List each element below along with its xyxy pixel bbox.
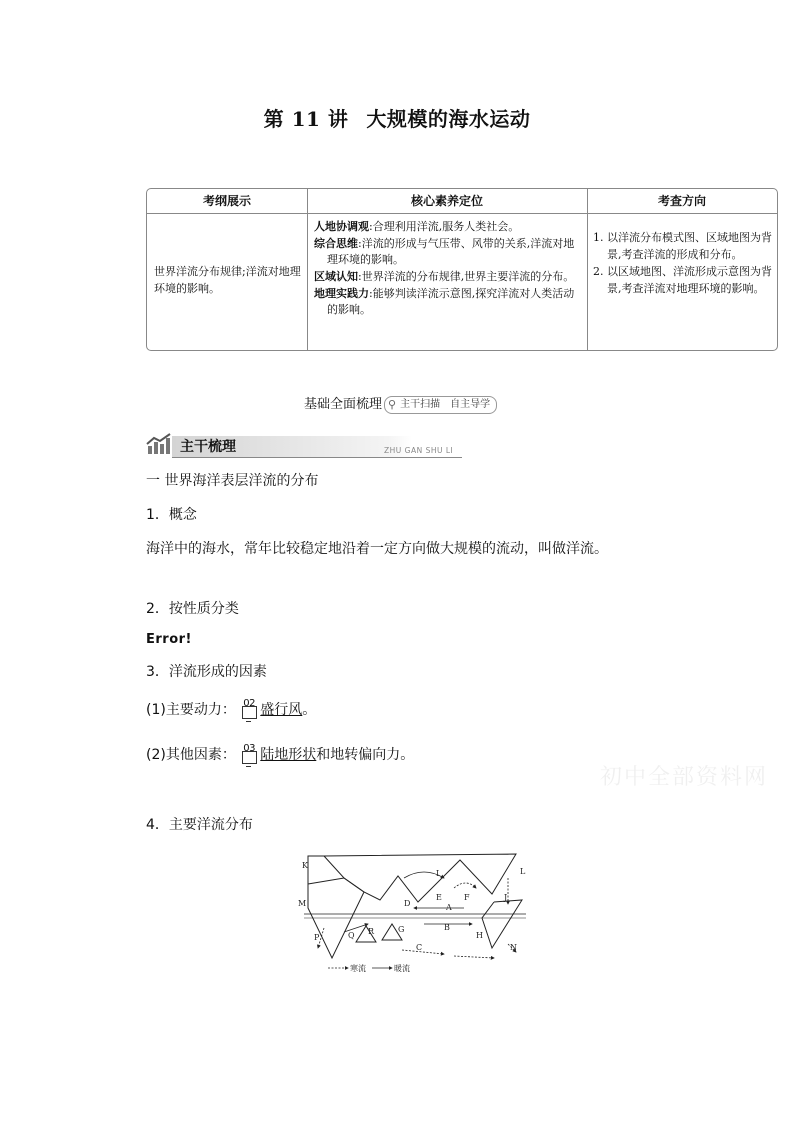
label-q: Q xyxy=(348,931,355,940)
sub-banner-title: 主干梳理 xyxy=(180,439,236,455)
section-banner xyxy=(304,395,497,415)
direction-item: 1. 以洋流分布模式图、区域地图为背景,考查洋流的形成和分布。 xyxy=(593,231,772,261)
label-i: I xyxy=(436,869,440,878)
factor-other: (2)其他因素： 03 陆地形状和地转偏向力。 xyxy=(146,745,414,765)
literacy-list xyxy=(314,219,582,319)
label-b: B xyxy=(444,923,450,932)
label-r: R xyxy=(368,927,375,936)
direction-list xyxy=(593,229,773,297)
legend-warm-current: 暖流 xyxy=(394,964,410,973)
label-k: K xyxy=(302,861,308,870)
sub-banner-pinyin: ZHU GAN SHU LI xyxy=(384,446,454,455)
label-e: E xyxy=(436,893,442,902)
label-j: J xyxy=(504,893,508,902)
page-title xyxy=(0,103,794,132)
legend-cold-current: 寒流 xyxy=(350,964,366,973)
table-header-literacy: 核心素养定位 xyxy=(410,194,483,208)
label-f: F xyxy=(464,893,470,902)
label-g: G xyxy=(398,925,405,934)
label-m: M xyxy=(298,899,307,908)
label-d: D xyxy=(404,899,411,908)
label-p: P xyxy=(314,933,320,942)
blank-marker-icon: 02 xyxy=(240,700,258,718)
literacy-item: 地理实践力:能够判读洋流示意图,探究洋流对人类活动的影响。 xyxy=(314,287,575,316)
blank-marker-icon: 03 xyxy=(240,745,258,763)
syllabus-text: 世界洋流分布规律;洋流对地理环境的影响。 xyxy=(154,265,301,295)
label-c: C xyxy=(416,943,423,952)
direction-item: 2. 以区域地图、洋流形成示意图为背景,考查洋流对地理环境的影响。 xyxy=(593,265,772,295)
magnifier-icon: ⚲ xyxy=(388,398,397,411)
lesson-title: 大规模的海水运动 xyxy=(366,107,531,131)
literacy-item: 区域认知:世界洋流的分布规律,世界主要洋流的分布。 xyxy=(314,270,575,283)
section-banner-pill: ⚲ 主干扫描 自主导学 xyxy=(384,396,497,414)
literacy-item: 综合思维:洋流的形成与气压带、风带的关系,洋流对地理环境的影响。 xyxy=(314,237,575,266)
item-factors: 3．洋流形成的因素 xyxy=(146,664,267,680)
table-header-syllabus: 考纲展示 xyxy=(202,194,251,208)
literacy-item: 人地协调观:合理利用洋流,服务人类社会。 xyxy=(314,220,520,233)
label-h: H xyxy=(476,931,483,940)
outline-table xyxy=(146,188,778,351)
answer-prevailing-wind: 盛行风 xyxy=(260,702,303,718)
label-l: L xyxy=(520,867,526,876)
section-banner-title: 基础全面梳理 xyxy=(304,397,383,412)
item-classification: 2．按性质分类 xyxy=(146,601,239,617)
ocean-current-diagram xyxy=(294,848,534,980)
error-text: Error! xyxy=(146,632,192,647)
sub-banner xyxy=(146,430,462,458)
heading-ocean-currents: 一 世界海洋表层洋流的分布 xyxy=(146,473,319,489)
concept-text: 海洋中的海水，常年比较稳定地沿着一定方向做大规模的流动，叫做洋流。 xyxy=(146,541,608,557)
watermark: 初中全部资料网 xyxy=(600,765,769,790)
item-concept: 1．概念 xyxy=(146,507,197,523)
table-header-direction: 考查方向 xyxy=(657,194,706,208)
item-distribution: 4．主要洋流分布 xyxy=(146,817,253,833)
label-a: A xyxy=(446,903,452,912)
lesson-number: 第 11 讲 xyxy=(263,107,349,131)
answer-land-shape: 陆地形状 xyxy=(260,747,317,763)
label-n: N xyxy=(510,943,517,952)
factor-main: (1)主要动力： 02 盛行风。 xyxy=(146,700,316,720)
trend-chart-icon xyxy=(146,432,172,456)
